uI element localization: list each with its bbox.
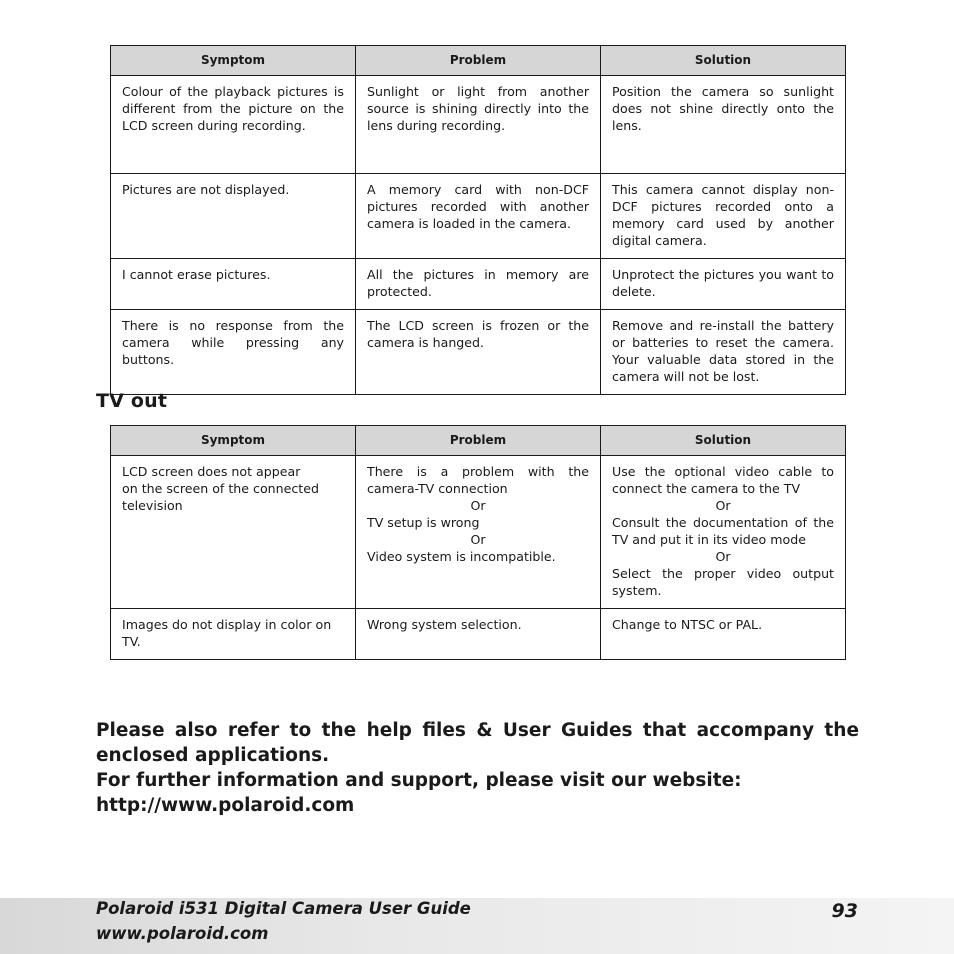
solution-cell: Position the camera so sunlight does not shine directly onto the lens. (601, 76, 846, 174)
note-line: enclosed applications. (96, 745, 330, 766)
header-symptom: Symptom (111, 46, 356, 76)
problem-cell (356, 456, 601, 609)
header-problem: Problem (356, 426, 601, 456)
table-row (111, 609, 846, 660)
cell-line: There is a problem with the (367, 464, 589, 479)
troubleshooting-table (110, 45, 846, 395)
cell-line: LCD screen does not appear (122, 464, 301, 479)
table-row (111, 174, 846, 259)
note-line: For further information and support, please visit our website: (96, 770, 742, 791)
cell-line-or: Or (715, 498, 731, 513)
cell-line: connect the camera to the TV (612, 481, 801, 496)
footer-url[interactable]: www.polaroid.com (96, 924, 269, 943)
cell-line: on the screen of the connected (122, 481, 319, 496)
symptom-cell: Images do not display in color on TV. (111, 609, 356, 660)
symptom-cell: I cannot erase pictures. (111, 259, 356, 310)
symptom-cell: Pictures are not displayed. (111, 174, 356, 259)
header-solution: Solution (601, 426, 846, 456)
table-row (111, 259, 846, 310)
tv-out-table (110, 425, 846, 660)
cell-line: camera-TV connection (367, 481, 508, 496)
table-row (111, 310, 846, 395)
website-link[interactable]: http://www.polaroid.com (96, 795, 355, 816)
support-note (96, 718, 859, 818)
symptom-cell: Colour of the playback pictures is different from the picture on the LCD screen during recording. (111, 76, 356, 174)
solution-cell: This camera cannot display non-DCF pictures recorded onto a memory card used by another digital camera. (601, 174, 846, 259)
section-heading-tv-out: TV out (96, 390, 168, 412)
table-row (111, 456, 846, 609)
cell-line: television (122, 498, 183, 513)
cell-line-or: Or (470, 532, 486, 547)
cell-line: Use the optional video cable to (612, 464, 834, 479)
cell-line-or: Or (470, 498, 486, 513)
symptom-cell (111, 456, 356, 609)
problem-cell: All the pictures in memory are protected. (356, 259, 601, 310)
problem-cell: Sunlight or light from another source is shining directly into the lens during recording. (356, 76, 601, 174)
solution-cell: Remove and re-install the battery or batteries to reset the camera. Your valuable data stored in the camera will not be lost. (601, 310, 846, 395)
problem-cell: Wrong system selection. (356, 609, 601, 660)
table-header-row (111, 426, 846, 456)
cell-line-or: Or (715, 549, 731, 564)
footer-title: Polaroid i531 Digital Camera User Guide (96, 899, 471, 918)
table-row (111, 76, 846, 174)
solution-cell: Change to NTSC or PAL. (601, 609, 846, 660)
cell-line: Consult the documentation of the (612, 515, 834, 530)
header-symptom: Symptom (111, 426, 356, 456)
page-number: 93 (831, 900, 858, 922)
cell-line: TV setup is wrong (367, 515, 480, 530)
problem-cell: A memory card with non-DCF pictures recorded with another camera is loaded in the camera. (356, 174, 601, 259)
table-header-row (111, 46, 846, 76)
header-solution: Solution (601, 46, 846, 76)
header-problem: Problem (356, 46, 601, 76)
cell-line: Video system is incompatible. (367, 549, 556, 564)
note-line: Please also refer to the help files & User Guides that accompany the (96, 720, 859, 741)
symptom-cell: There is no response from the camera while pressing any buttons. (111, 310, 356, 395)
cell-line: system. (612, 583, 662, 598)
problem-cell: The LCD screen is frozen or the camera is hanged. (356, 310, 601, 395)
solution-cell (601, 456, 846, 609)
cell-line: TV and put it in its video mode (612, 532, 806, 547)
cell-line: Select the proper video output (612, 566, 834, 581)
solution-cell: Unprotect the pictures you want to delete. (601, 259, 846, 310)
